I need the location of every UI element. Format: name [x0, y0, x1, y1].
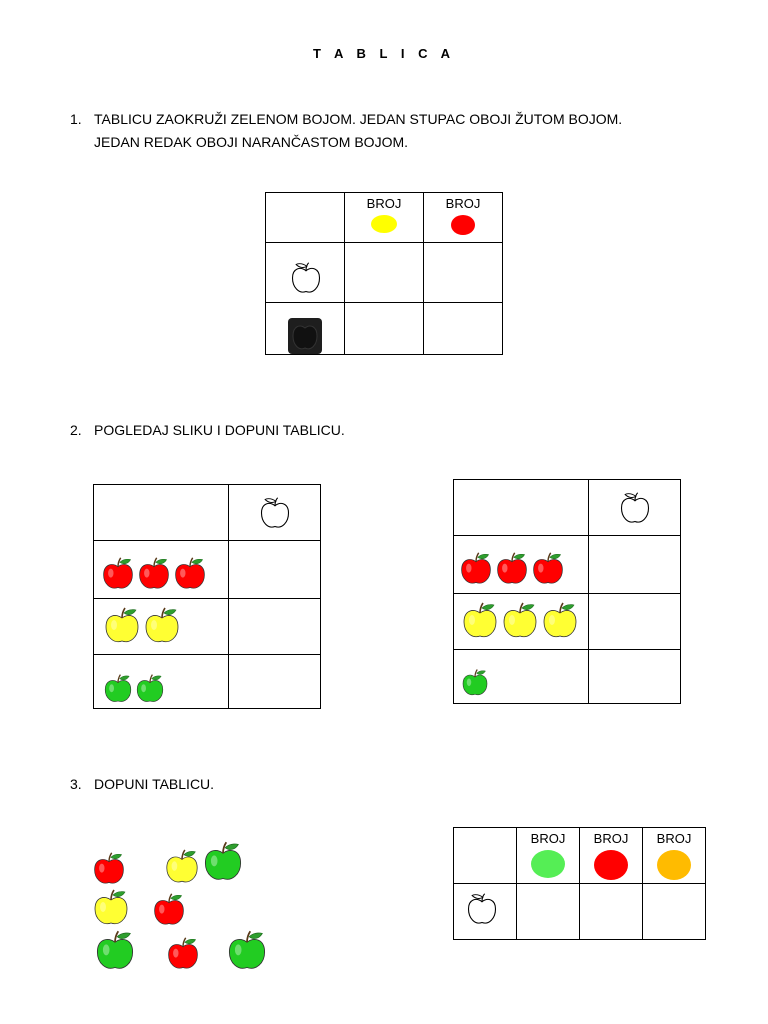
answer-cell[interactable] — [424, 243, 503, 303]
yellow-apple-icon — [163, 846, 201, 888]
column-header-label: BROJ — [593, 831, 629, 846]
empty-corner-cell — [454, 480, 589, 536]
row-green-apples — [94, 655, 229, 709]
task-2-table-right — [453, 479, 681, 704]
red-apple-icon — [100, 555, 136, 593]
task-3 — [70, 773, 470, 797]
green-apple-icon — [460, 666, 490, 700]
black-apple-icon — [288, 318, 322, 354]
empty-corner-cell — [266, 193, 345, 243]
apple-outline-icon — [464, 890, 500, 928]
yellow-apple-icon — [500, 600, 540, 642]
red-apple-icon — [494, 550, 530, 588]
orange-dot-icon — [657, 850, 691, 880]
answer-cell[interactable] — [589, 594, 681, 650]
row-green-apples — [454, 650, 589, 704]
green-apple-icon — [93, 928, 137, 974]
apple-outline-icon — [257, 493, 293, 533]
column-header-apple — [589, 480, 681, 536]
red-apple-icon — [151, 892, 187, 928]
row-header-black-apple — [266, 303, 345, 355]
column-header-label: BROJ — [445, 196, 481, 211]
task-3-number: 3. — [70, 776, 82, 792]
yellow-apple-icon — [460, 600, 500, 642]
answer-cell[interactable] — [229, 541, 321, 599]
apple-picture — [85, 836, 275, 976]
answer-cell[interactable] — [345, 243, 424, 303]
apple-outline-icon — [288, 259, 324, 297]
answer-cell[interactable] — [589, 536, 681, 594]
page-title: T A B L I C A — [312, 46, 456, 61]
task-2-number: 2. — [70, 422, 82, 438]
task-1-table — [265, 192, 503, 355]
column-header-3 — [643, 828, 706, 884]
red-apple-icon — [530, 550, 566, 588]
column-header-label: BROJ — [530, 831, 566, 846]
row-header-apple — [454, 884, 517, 940]
answer-cell[interactable] — [424, 303, 503, 355]
green-apple-icon — [102, 671, 134, 707]
answer-cell[interactable] — [517, 884, 580, 940]
green-apple-icon — [201, 838, 245, 886]
empty-corner-cell — [454, 828, 517, 884]
row-yellow-apples — [454, 594, 589, 650]
row-red-apples — [94, 541, 229, 599]
row-header-apple — [266, 243, 345, 303]
green-apple-icon — [134, 671, 166, 707]
red-dot-icon — [594, 850, 628, 880]
row-red-apples — [454, 536, 589, 594]
column-header-2 — [580, 828, 643, 884]
answer-cell[interactable] — [643, 884, 706, 940]
yellow-apple-icon — [540, 600, 580, 642]
task-2-instruction: POGLEDAJ SLIKU I DOPUNI TABLICU. — [94, 422, 345, 438]
yellow-dot-icon — [371, 215, 397, 233]
task-1-instruction-line-1: TABLICU ZAOKRUŽI ZELENOM BOJOM. JEDAN STUPAC OBOJI ŽUTOM BOJOM. — [94, 111, 623, 127]
light-green-dot-icon — [531, 850, 565, 878]
task-2 — [70, 419, 570, 443]
yellow-apple-icon — [91, 886, 131, 930]
red-apple-icon — [91, 850, 127, 888]
column-header-1 — [345, 193, 424, 243]
task-3-table — [453, 827, 706, 940]
task-1-number: 1. — [70, 111, 82, 127]
answer-cell[interactable] — [229, 655, 321, 709]
yellow-apple-icon — [102, 605, 142, 647]
red-apple-icon — [458, 550, 494, 588]
task-1-instruction-line-2: JEDAN REDAK OBOJI NARANČASTOM BOJOM. — [94, 134, 409, 150]
column-header-1 — [517, 828, 580, 884]
task-2-table-left — [93, 484, 321, 709]
row-yellow-apples — [94, 599, 229, 655]
answer-cell[interactable] — [589, 650, 681, 704]
column-header-label: BROJ — [366, 196, 402, 211]
green-apple-icon — [225, 928, 269, 974]
column-header-apple — [229, 485, 321, 541]
answer-cell[interactable] — [229, 599, 321, 655]
apple-outline-icon — [617, 488, 653, 528]
column-header-2 — [424, 193, 503, 243]
column-header-label: BROJ — [656, 831, 692, 846]
task-3-instruction: DOPUNI TABLICU. — [94, 776, 215, 792]
empty-corner-cell — [94, 485, 229, 541]
red-dot-icon — [451, 215, 475, 235]
answer-cell[interactable] — [580, 884, 643, 940]
red-apple-icon — [172, 555, 208, 593]
task-1 — [70, 108, 750, 158]
answer-cell[interactable] — [345, 303, 424, 355]
red-apple-icon — [165, 936, 201, 972]
yellow-apple-icon — [142, 605, 182, 647]
red-apple-icon — [136, 555, 172, 593]
